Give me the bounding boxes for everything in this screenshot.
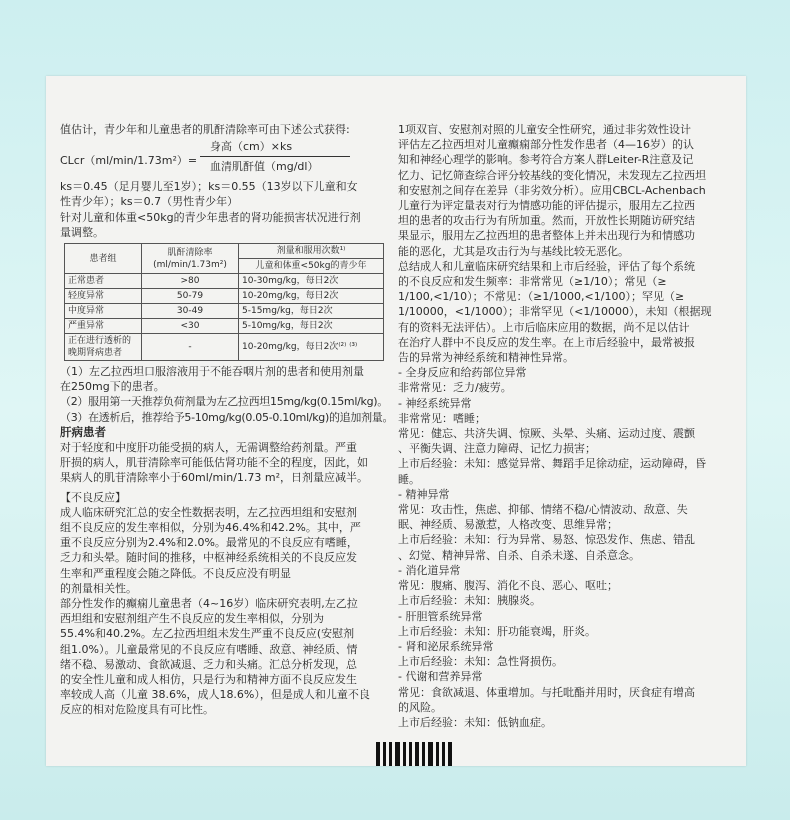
adverse-line: 的剂量相关性。 bbox=[60, 581, 137, 595]
formula-denominator: 血清肌酐值（mg/dl） bbox=[210, 160, 319, 174]
table-row bbox=[65, 289, 384, 304]
right-line: 、幻觉、精神异常、自杀、自杀未遂、自杀意念。 bbox=[398, 548, 640, 562]
cell-group: 轻度异常 bbox=[65, 289, 142, 304]
adverse-line: 重不良反应分别为2.4%和2.0%。最常见的不良反应有嗜睡， bbox=[60, 536, 358, 550]
ks-line: ks＝0.45（足月婴儿至1岁）；ks＝0.55（13岁以下儿童和女 bbox=[60, 180, 358, 194]
right-line: - 精神异常 bbox=[398, 487, 450, 501]
header-patient-group: 患者组 bbox=[65, 244, 142, 274]
adverse-line: 55.4%和40.2%。左乙拉西坦组未发生严重不良反应(安慰剂 bbox=[60, 627, 355, 641]
right-line: 知和神经心理学的影响。参考符合方案人群Leiter-R注意及记 bbox=[398, 153, 694, 167]
table-header-row bbox=[65, 244, 384, 259]
right-line: 、平衡失调、注意力障碍、记忆力损害； bbox=[398, 442, 596, 456]
adverse-line: 乏力和头晕。随时间的推移，中枢神经系统相关的不良反应发 bbox=[60, 551, 357, 565]
header-dose: 剂量和服用次数¹⁾ bbox=[239, 244, 384, 259]
right-line: - 肝胆管系统异常 bbox=[398, 609, 483, 623]
cell-group: 正常患者 bbox=[65, 274, 142, 289]
right-line: - 全身反应和给药部位异常 bbox=[398, 366, 527, 380]
right-line: - 肾和泌尿系统异常 bbox=[398, 639, 494, 653]
right-line: 儿童行为评定量表对行为情感功能的评估提示，服用左乙拉西 bbox=[398, 199, 695, 213]
adverse-line: 部分性发作的癫痫儿童患者（4~16岁）临床研究表明,左乙拉 bbox=[60, 597, 358, 611]
right-line: 的不良反应和发生频率：非常常见（≥1/10）；常见（≥ bbox=[398, 275, 667, 289]
right-line: 上市后经验：未知：胰腺炎。 bbox=[398, 594, 541, 608]
right-line: 常见：腹痛、腹泻、消化不良、恶心、呕吐； bbox=[398, 579, 618, 593]
adverse-line: 成人临床研究汇总的安全性数据表明，左乙拉西坦组和安慰剂 bbox=[60, 505, 357, 519]
right-column bbox=[398, 76, 738, 730]
table-row bbox=[65, 334, 384, 361]
adverse-line: 的安全性儿童和成人相仿，只是行为和精神方面不良反应发生 bbox=[60, 673, 357, 687]
adverse-line: 西坦组和安慰剂组产生不良反应的发生率相似，分别为 bbox=[60, 612, 324, 626]
cell-clearance: <30 bbox=[142, 319, 239, 334]
right-text bbox=[398, 122, 738, 730]
right-line: 1项双盲、安慰剂对照的儿童安全性研究，通过非劣效性设计 bbox=[398, 123, 691, 136]
adverse-line: 组1.0%）。儿童最常见的不良反应有嗜睡、敌意、神经质、情 bbox=[60, 642, 358, 656]
right-line: 和安慰剂之间存在差异（非劣效分析）。应用CBCL-Achenbach bbox=[398, 183, 706, 197]
right-line: - 代谢和营养异常 bbox=[398, 670, 483, 684]
cell-group: 正在进行透析的晚期肾病患者 bbox=[65, 334, 142, 361]
adverse-line: 率较成人高（儿童 38.6%，成人18.6%），但是成人和儿童不良 bbox=[60, 688, 370, 702]
cell-clearance: >80 bbox=[142, 274, 239, 289]
right-line: 常见：健忘、共济失调、惊厥、头晕、头痛、运动过度、震颤 bbox=[398, 427, 695, 441]
right-line: 1/100,<1/10）；不常见：（≥1/1000,<1/100）；罕见（≥ bbox=[398, 290, 685, 304]
renal-dose-table bbox=[64, 243, 384, 361]
barcode-bar bbox=[436, 742, 439, 766]
right-line: 总结成人和儿童临床研究结果和上市后经验，评估了每个系统 bbox=[398, 259, 695, 273]
right-line: 上市后经验：未知：急性肾损伤。 bbox=[398, 655, 563, 669]
right-line: 上市后经验：未知：肝功能衰竭，肝炎。 bbox=[398, 624, 596, 638]
right-line: 常见：攻击性，焦虑、抑郁、情绪不稳/心情波动、敌意、失 bbox=[398, 503, 688, 517]
table-row bbox=[65, 304, 384, 319]
right-line: 1/10000，<1/1000）；非常罕见（<1/10000），未知（根据现 bbox=[398, 305, 712, 319]
cell-dose: 10-20mg/kg，每日2次 bbox=[239, 289, 384, 304]
formula-numerator: 身高（cm）×ks bbox=[210, 140, 293, 154]
table-intro: 量调整。 bbox=[60, 225, 104, 239]
right-line: 非常常见：乏力/疲劳。 bbox=[398, 381, 512, 395]
barcode-bar bbox=[409, 742, 412, 766]
barcode-bar bbox=[442, 742, 445, 766]
cell-dose: 5-15mg/kg，每日2次 bbox=[239, 304, 384, 319]
adverse-line: 生率和严重程度会随之降低。不良反应没有明显 bbox=[60, 566, 291, 580]
table-note: （3）在透析后，推荐给予5-10mg/kg(0.05-0.10ml/kg)的追加剂量。 bbox=[60, 410, 394, 424]
barcode-bar bbox=[389, 742, 392, 766]
cell-dose: 10-30mg/kg，每日2次 bbox=[239, 274, 384, 289]
fraction-bar bbox=[200, 156, 350, 157]
barcode-bar bbox=[395, 742, 400, 766]
liver-text: 肝损的病人，肌苷清除率可能低估肾功能不全的程度，因此，如 bbox=[60, 456, 368, 470]
right-line: 有的资料无法评估）。上市后临床应用的数据，尚不足以估计 bbox=[398, 320, 690, 334]
left-column bbox=[60, 76, 394, 718]
table-note: （1）左乙拉西坦口服溶液用于不能吞咽片剂的患者和使用剂量 bbox=[60, 365, 364, 379]
right-line: 常见：食欲减退、体重增加。与托吡酯并用时，厌食症有增高 bbox=[398, 685, 695, 699]
right-line: 忆力、记忆筛查综合评分较基线的变化情况，未发现左乙拉西坦 bbox=[398, 168, 706, 182]
adverse-line: 反应的相对危险度具有可比性。 bbox=[60, 703, 214, 717]
table-note: 在250mg下的患者。 bbox=[60, 380, 165, 394]
cell-group: 中度异常 bbox=[65, 304, 142, 319]
barcode-bar bbox=[448, 742, 452, 766]
barcode-bar bbox=[376, 742, 380, 766]
cell-clearance: - bbox=[142, 334, 239, 361]
right-line: - 神经系统异常 bbox=[398, 396, 472, 410]
document-page bbox=[46, 76, 746, 766]
clcr-formula bbox=[60, 137, 390, 179]
adverse-text bbox=[60, 505, 390, 718]
cell-clearance: 50-79 bbox=[142, 289, 239, 304]
right-line: 在治疗人群中不良反应的发生率。在上市后经验中，最常被报 bbox=[398, 335, 695, 349]
ks-line: 性青少年）；ks＝0.7（男性青少年） bbox=[60, 195, 239, 209]
barcode-bar bbox=[428, 742, 433, 766]
barcode-bar bbox=[422, 742, 425, 766]
adverse-line: 绪不稳、易激动、食欲减退、乏力和头痛。汇总分析发现，总 bbox=[60, 657, 357, 671]
barcode-bar bbox=[415, 742, 419, 766]
barcode-bar bbox=[403, 742, 406, 766]
table-note: （2）服用第一天推荐负荷剂量为左乙拉西坦15mg/kg(0.15ml/kg)。 bbox=[60, 395, 388, 409]
right-line: 上市后经验：未知：行为异常、易怒、惊恐发作、焦虑、错乱 bbox=[398, 533, 695, 547]
table-intro: 针对儿童和体重<50kg的青少年患者的肾功能损害状况进行剂 bbox=[60, 210, 361, 224]
right-line: 睡。 bbox=[398, 472, 420, 486]
liver-text: 果病人的肌苷清除率小于60ml/min/1.73 m²，日剂量应减半。 bbox=[60, 471, 369, 485]
cell-group: 严重异常 bbox=[65, 319, 142, 334]
adverse-line: 组不良反应的发生率相似，分别为46.4%和42.2%。其中，严 bbox=[60, 521, 361, 535]
liver-heading: 肝病患者 bbox=[60, 424, 106, 439]
right-line: 告的异常为神经系统和精神性异常。 bbox=[398, 351, 574, 365]
barcode bbox=[376, 742, 466, 766]
cell-dose: 5-10mg/kg，每日2次 bbox=[239, 319, 384, 334]
cell-dose: 10-20mg/kg，每日2次⁽²⁾ ⁽³⁾ bbox=[239, 334, 384, 361]
right-line: 评估左乙拉西坦对儿童癫痫部分性发作患者（4—16岁）的认 bbox=[398, 138, 694, 152]
header-clearance: 肌酐清除率 (ml/min/1.73m²) bbox=[142, 244, 239, 274]
right-line: 上市后经验：未知：感觉异常、舞蹈手足徐动症，运动障碍，昏 bbox=[398, 457, 706, 471]
right-line: 果显示，服用左乙拉西坦的患者整体上并未出现行为和情感功 bbox=[398, 229, 695, 243]
right-line: - 消化道异常 bbox=[398, 563, 461, 577]
liver-text: 对于轻度和中度肝功能受损的病人，无需调整给药剂量。严重 bbox=[60, 441, 357, 455]
barcode-bar bbox=[383, 742, 386, 766]
right-line: 能的恶化，尤其是攻击行为与基线比较无恶化。 bbox=[398, 244, 629, 258]
cell-clearance: 30-49 bbox=[142, 304, 239, 319]
formula-lhs: CLcr（ml/min/1.73m²）= bbox=[60, 154, 198, 168]
right-line: 的风险。 bbox=[398, 700, 442, 714]
table-row bbox=[65, 274, 384, 289]
right-line: 上市后经验：未知：低钠血症。 bbox=[398, 715, 552, 729]
adverse-heading: 【不良反应】 bbox=[60, 490, 126, 504]
intro-text: 值估计，青少年和儿童患者的肌酐清除率可由下述公式获得: bbox=[60, 123, 350, 136]
right-line: 非常常见：嗜睡； bbox=[398, 411, 486, 425]
table-row bbox=[65, 319, 384, 334]
right-line: 坦的患者的攻击行为有所加重。然而，开放性长期随访研究结 bbox=[398, 214, 695, 228]
header-children: 儿童和体重<50kg的青少年 bbox=[239, 259, 384, 274]
right-line: 眠、神经质、易激惹，人格改变、思维异常； bbox=[398, 518, 618, 532]
